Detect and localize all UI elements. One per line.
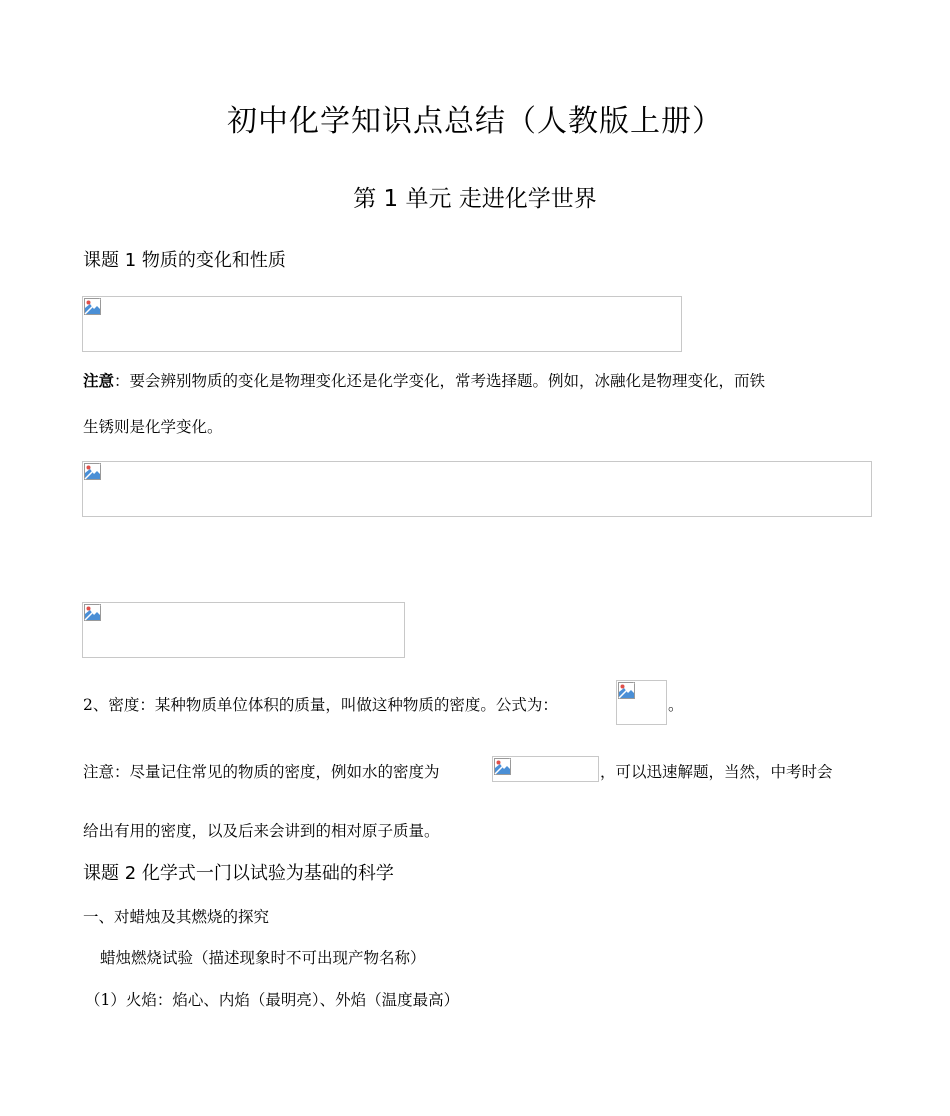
candle-experiment: 蜡烛燃烧试验（描述现象时不可出现产物名称） bbox=[100, 949, 426, 967]
flame-description: （1）火焰：焰心、内焰（最明亮）、外焰（温度最高） bbox=[85, 991, 460, 1009]
note2-line1b: ，可以迅速解题，当然，中考时会 bbox=[600, 763, 833, 781]
lesson2-heading: 课题 2 化学式一门以试验为基础的科学 bbox=[83, 863, 394, 884]
broken-image-icon bbox=[84, 604, 101, 621]
broken-image-icon bbox=[84, 298, 101, 315]
formula-image bbox=[616, 680, 667, 725]
note2-line2: 给出有用的密度，以及后来会讲到的相对原子质量。 bbox=[83, 822, 440, 840]
density-end: 。 bbox=[668, 696, 684, 714]
document-title: 初中化学知识点总结（人教版上册） bbox=[227, 104, 723, 139]
note1-line2: 生锈则是化学变化。 bbox=[83, 418, 223, 436]
image-placeholder-2 bbox=[82, 461, 872, 517]
note1-line1: 注意：要会辨别物质的变化是物理变化还是化学变化，常考选择题。例如，冰融化是物理变化，而铁 bbox=[83, 371, 766, 390]
water-density-image bbox=[492, 756, 599, 782]
broken-image-icon bbox=[494, 758, 511, 775]
note1-label: 注意 bbox=[83, 371, 115, 390]
note2-line1a: 注意：尽量记住常见的物质的密度，例如水的密度为 bbox=[83, 763, 440, 781]
broken-image-icon bbox=[84, 463, 101, 480]
lesson1-heading: 课题 1 物质的变化和性质 bbox=[83, 250, 286, 271]
image-placeholder-1 bbox=[82, 296, 682, 352]
broken-image-icon bbox=[618, 682, 635, 699]
density-text: 2、密度：某种物质单位体积的质量，叫做这种物质的密度。公式为： bbox=[83, 696, 558, 714]
section1-heading: 一、对蜡烛及其燃烧的探究 bbox=[83, 908, 270, 926]
unit-title: 第 1 单元 走进化学世界 bbox=[353, 186, 597, 212]
image-placeholder-3 bbox=[82, 602, 405, 658]
